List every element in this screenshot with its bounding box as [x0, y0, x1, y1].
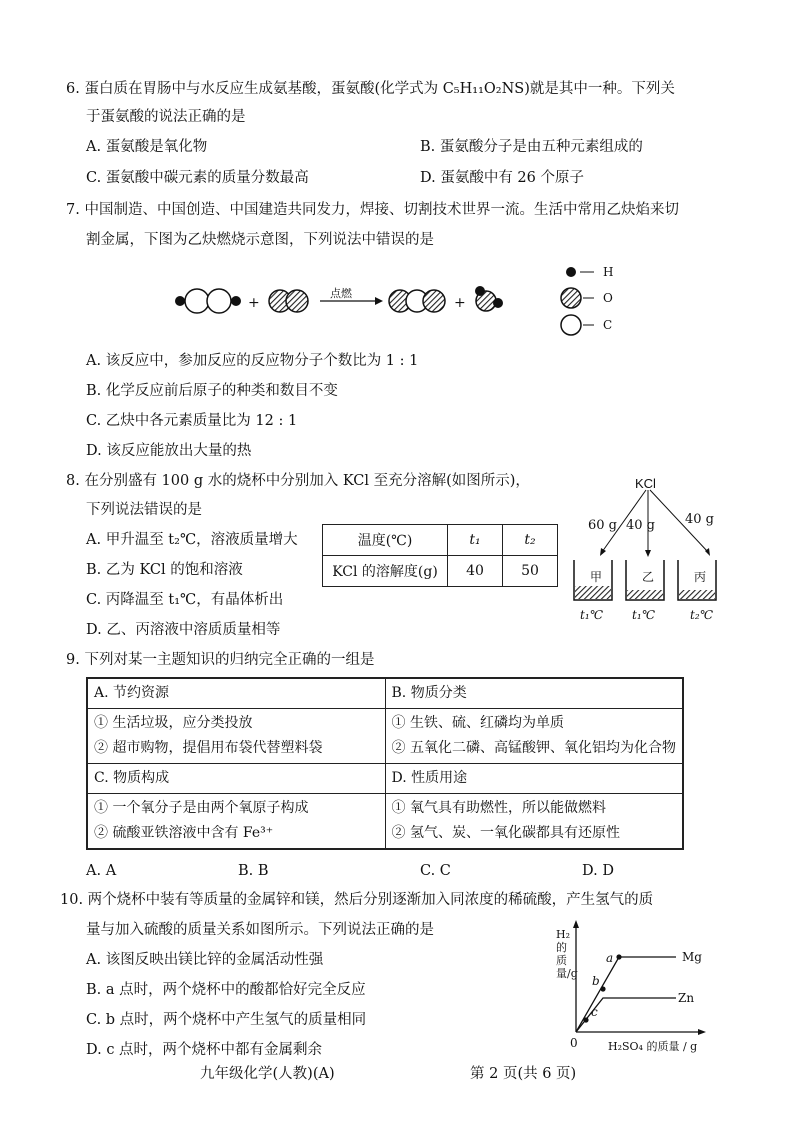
- q9-b-item2: ② 五氧化二磷、高锰酸钾、氧化铝均为化合物: [391, 740, 676, 756]
- q10-option-b: B. a 点时，两个烧杯中的酸都恰好完全反应: [86, 982, 366, 998]
- q9-d-item1: ① 氧气具有助燃性，所以能做燃料: [391, 800, 606, 816]
- table-cell-t1: 40: [448, 556, 503, 587]
- graph-c-label: c: [591, 1005, 598, 1019]
- q9-b-item1: ① 生铁、硫、红磷均为单质: [391, 715, 564, 731]
- reaction-condition-label: 点燃: [330, 287, 352, 300]
- q6-option-d: D. 蛋氨酸中有 26 个原子: [420, 170, 584, 186]
- q10-option-d: D. c 点时，两个烧杯中都有金属剩余: [86, 1042, 323, 1058]
- point-b: [600, 986, 605, 991]
- graph-b-label: b: [592, 974, 600, 988]
- oxygen-molecule: [269, 290, 308, 312]
- q10-stem-line1: 10. 两个烧杯中装有等质量的金属锌和镁，然后分别逐渐加入同浓度的稀硫酸，产生氢气的质: [60, 892, 654, 908]
- q9-c-item1: ① 一个氧分子是由两个氧原子构成: [94, 800, 309, 816]
- q7-option-c: C. 乙炔中各元素质量比为 12 : 1: [86, 413, 298, 429]
- temp-label-bing: t₂℃: [690, 608, 714, 622]
- legend-carbon: [561, 315, 594, 335]
- q10-option-c: C. b 点时，两个烧杯中产生氢气的质量相同: [86, 1012, 367, 1028]
- footer-page-number: 第 2 页(共 6 页): [470, 1066, 577, 1082]
- table-header-temp: 温度(℃): [323, 525, 448, 556]
- q9-option-b: B. B: [238, 863, 269, 879]
- legend-o-label: O: [603, 291, 613, 305]
- q9-option-a: A. A: [86, 863, 117, 879]
- mass-label-jia: 60 g: [588, 518, 617, 533]
- table-header-t1: t₁: [448, 525, 503, 556]
- graph-y-label: H₂的质量/g: [556, 928, 578, 980]
- q8-stem-line2: 下列说法错误的是: [86, 502, 202, 518]
- q7-option-d: D. 该反应能放出大量的热: [86, 443, 252, 459]
- svg-text:+: +: [454, 295, 466, 311]
- point-c: [583, 1017, 588, 1022]
- water-molecule: [475, 286, 503, 311]
- graph-mg-label: Mg: [682, 950, 702, 964]
- q7-option-a: A. 该反应中，参加反应的反应物分子个数比为 1 : 1: [86, 353, 419, 369]
- graph-zn-label: Zn: [678, 991, 695, 1005]
- table-row-label: KCl 的溶解度(g): [323, 556, 448, 587]
- acetylene-combustion-diagram: [170, 262, 630, 342]
- carbon-dioxide-molecule: [389, 290, 445, 312]
- q9-cell-d-head: D. 性质用途: [385, 764, 683, 794]
- table-header-t2: t₂: [503, 525, 558, 556]
- q6-option-b: B. 蛋氨酸分子是由五种元素组成的: [420, 139, 643, 155]
- temp-label-yi: t₁℃: [632, 608, 656, 622]
- q8-option-b: B. 乙为 KCl 的饱和溶液: [86, 562, 243, 578]
- q7-stem-line2: 割金属，下图为乙炔燃烧示意图，下列说法中错误的是: [86, 232, 434, 248]
- q9-stem: 9. 下列对某一主题知识的归纳完全正确的一组是: [66, 652, 375, 668]
- q9-a-item1: ① 生活垃圾，应分类投放: [94, 715, 253, 731]
- mass-label-bing: 40 g: [685, 512, 714, 527]
- legend-c-label: C: [603, 318, 613, 332]
- q8-stem-line1: 8. 在分别盛有 100 g 水的烧杯中分别加入 KCl 至充分溶解(如图所示)，: [66, 473, 530, 489]
- kcl-label: KCl: [635, 476, 656, 491]
- footer-course: 九年级化学(人教)(A): [200, 1066, 335, 1082]
- hydrogen-mass-graph: [550, 920, 710, 1040]
- beaker-label-bing: 丙: [694, 570, 707, 584]
- q9-option-d: D. D: [582, 863, 614, 879]
- q10-option-a: A. 该图反映出镁比锌的金属活动性强: [86, 952, 324, 968]
- q10-stem-line2: 量与加入硫酸的质量关系如图所示。下列说法正确的是: [86, 922, 434, 938]
- beaker-label-jia: 甲: [590, 570, 603, 584]
- svg-text:+: +: [248, 295, 260, 311]
- graph-a-label: a: [606, 951, 614, 965]
- q9-option-c: C. C: [420, 863, 451, 879]
- q7-option-b: B. 化学反应前后原子的种类和数目不变: [86, 383, 338, 399]
- kcl-beaker-figure: [560, 470, 740, 630]
- q8-option-a: A. 甲升温至 t₂℃，溶液质量增大: [86, 532, 298, 548]
- q9-cell-a-head: A. 节约资源: [87, 678, 385, 709]
- mass-label-yi: 40 g: [626, 518, 655, 533]
- table-cell-t2: 50: [503, 556, 558, 587]
- q8-option-c: C. 丙降温至 t₁℃，有晶体析出: [86, 592, 284, 608]
- kcl-solubility-table: [322, 524, 558, 587]
- q9-cell-c-head: C. 物质构成: [87, 764, 385, 794]
- point-a: [616, 954, 621, 959]
- q9-d-item2: ② 氢气、炭、一氧化碳都具有还原性: [391, 825, 620, 841]
- q9-cell-b-head: B. 物质分类: [385, 678, 683, 709]
- q9-knowledge-table: [86, 677, 684, 850]
- legend-hydrogen: [566, 267, 594, 277]
- acetylene-molecule: [175, 289, 241, 313]
- mg-line: [576, 957, 676, 1032]
- q8-option-d: D. 乙、丙溶液中溶质质量相等: [86, 622, 281, 638]
- temp-label-jia: t₁℃: [580, 608, 604, 622]
- q9-c-item2: ② 硫酸亚铁溶液中含有 Fe³⁺: [94, 825, 274, 841]
- graph-x-label: H₂SO₄ 的质量 / g: [608, 1040, 698, 1053]
- q6-stem-line1: 6. 蛋白质在胃肠中与水反应生成氨基酸，蛋氨酸(化学式为 C₅H₁₁O₂NS)就是其中一种。下列关: [66, 81, 675, 97]
- q6-option-c: C. 蛋氨酸中碳元素的质量分数最高: [86, 170, 309, 186]
- beaker-label-yi: 乙: [642, 570, 655, 584]
- q9-a-item2: ② 超市购物，提倡用布袋代替塑料袋: [94, 740, 323, 756]
- graph-origin: 0: [570, 1036, 578, 1050]
- q7-stem-line1: 7. 中国制造、中国创造、中国建造共同发力，焊接、切割技术世界一流。生活中常用乙炔焰来切: [66, 202, 679, 218]
- q6-stem-line2: 于蛋氨酸的说法正确的是: [86, 109, 246, 125]
- q6-option-a: A. 蛋氨酸是氧化物: [86, 139, 208, 155]
- legend-oxygen: [561, 288, 594, 308]
- legend-h-label: H: [603, 265, 614, 279]
